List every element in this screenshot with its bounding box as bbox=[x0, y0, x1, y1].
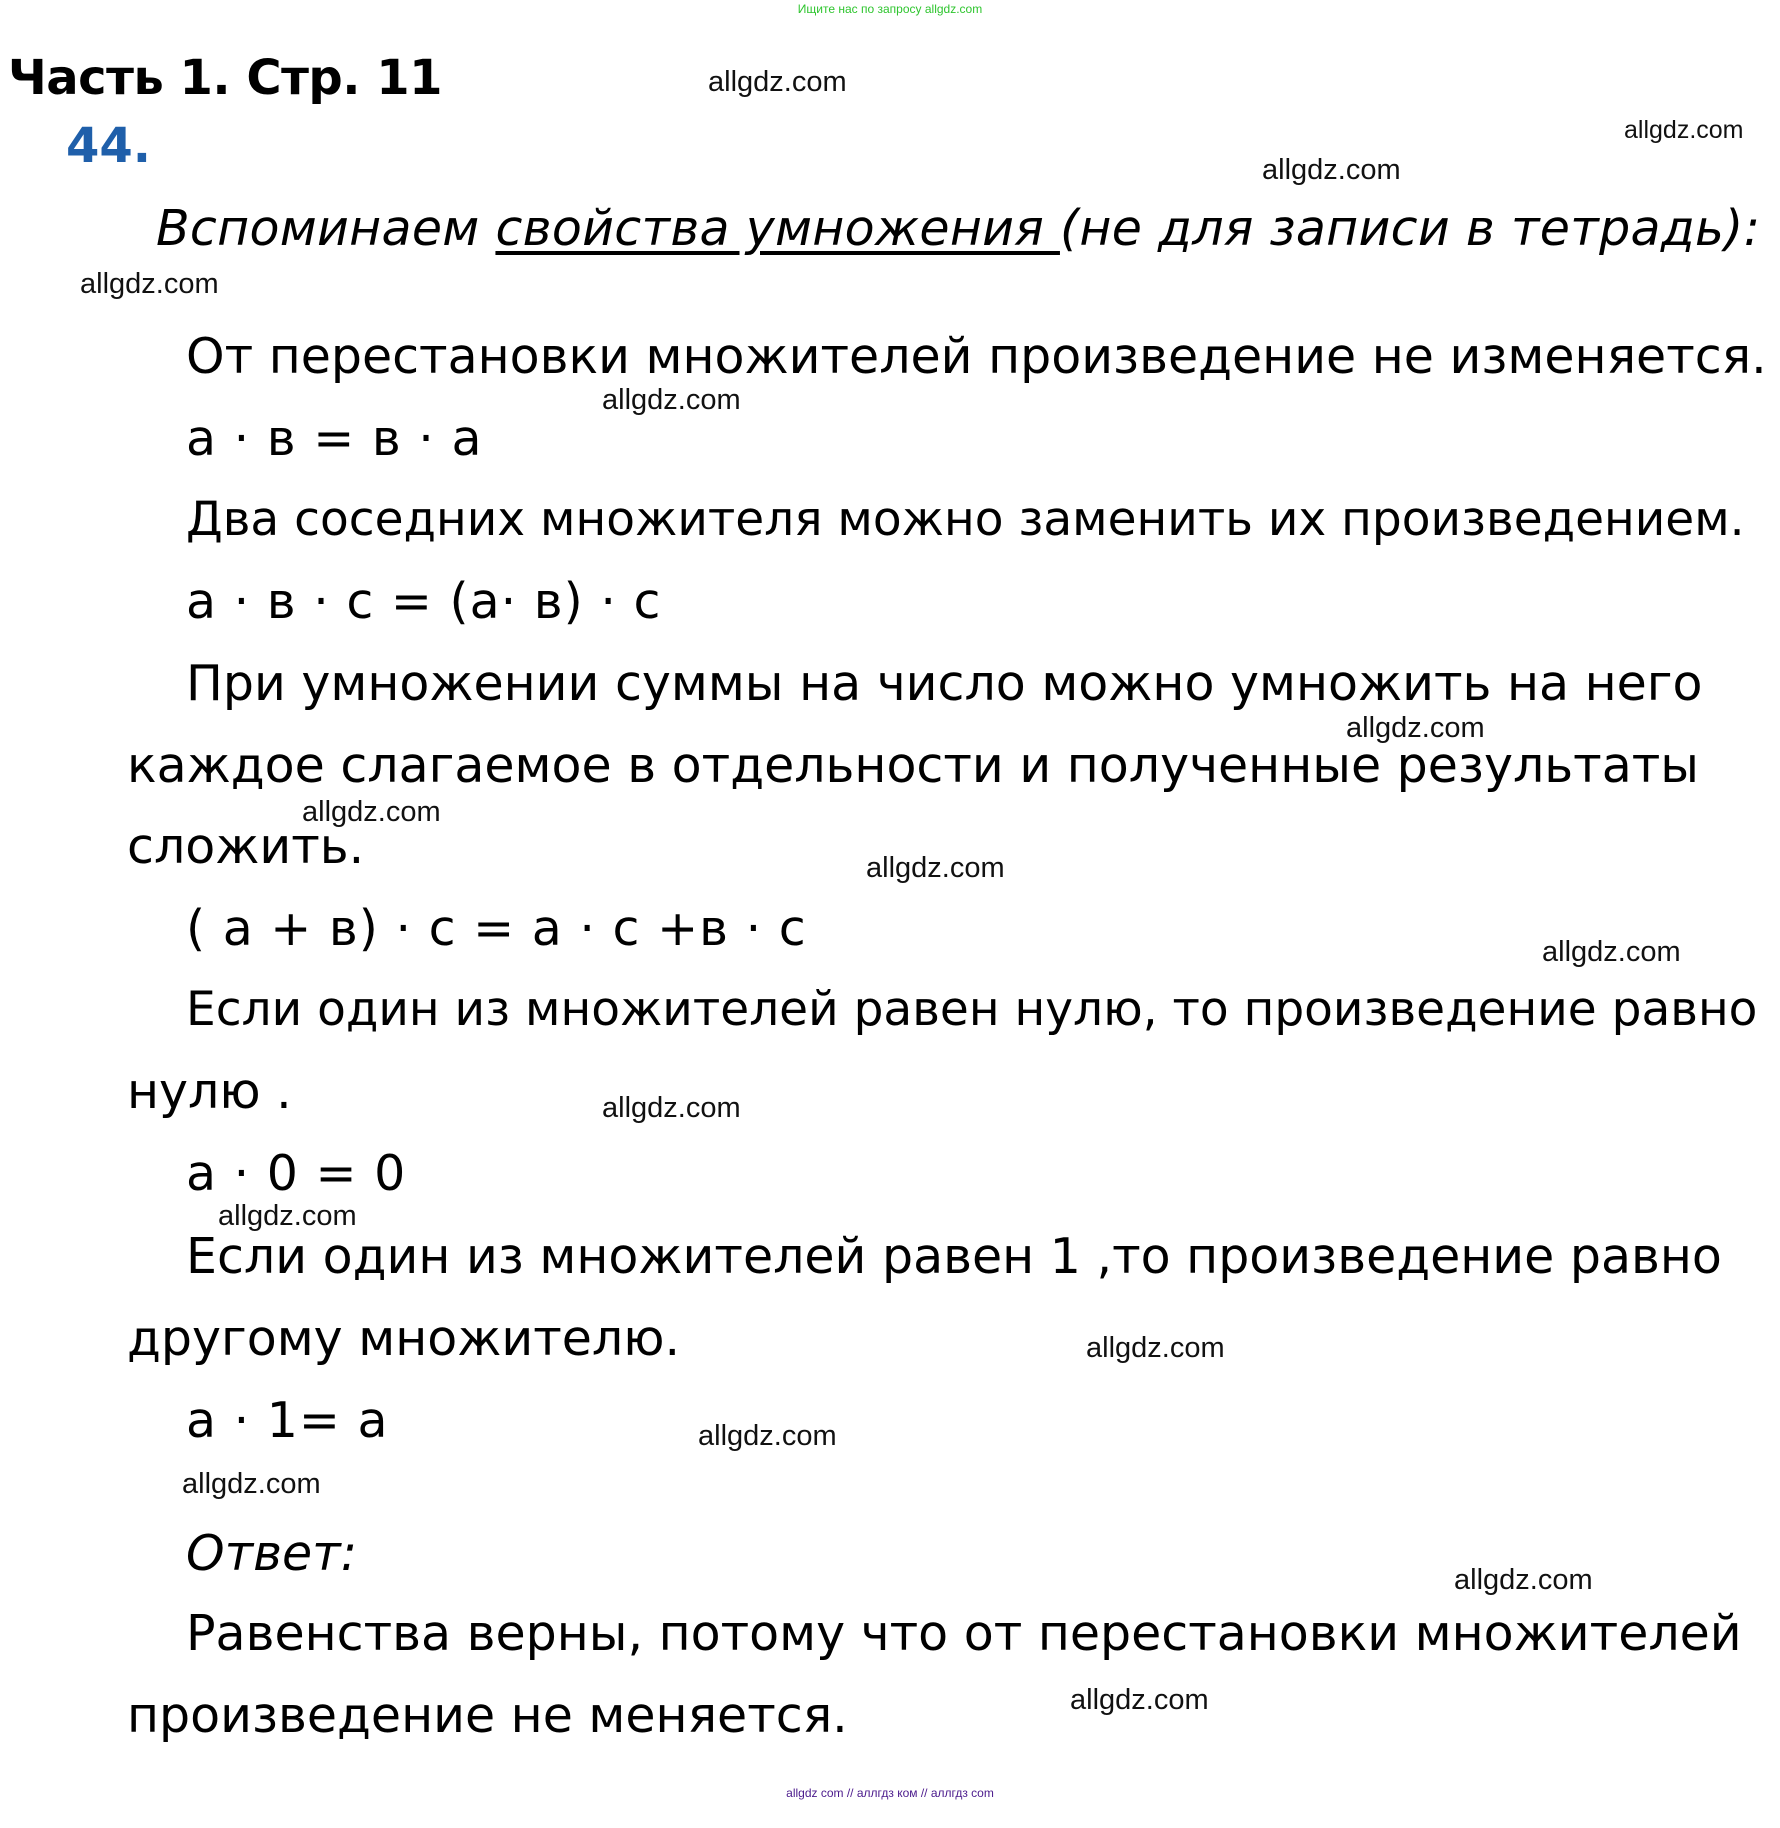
answer-line-2: произведение не меняется. bbox=[127, 1687, 848, 1744]
rule-zero-formula: а · 0 = 0 bbox=[186, 1145, 407, 1202]
watermark: allgdz.com bbox=[1086, 1332, 1225, 1364]
rule-associative-formula: а · в · с = (а· в) · с bbox=[186, 573, 662, 630]
task-number: 44. bbox=[66, 118, 152, 174]
search-banner: Ищите нас по запросу allgdz.com bbox=[797, 2, 983, 16]
rule-distributive-formula: ( а + в) · с = а · с +в · с bbox=[186, 900, 807, 957]
watermark: allgdz.com bbox=[1624, 116, 1744, 144]
watermark: allgdz.com bbox=[1454, 1564, 1593, 1596]
rule-distributive-line-1: При умножении суммы на число можно умножить на него bbox=[186, 655, 1703, 712]
watermark: allgdz.com bbox=[1542, 936, 1681, 968]
rule-zero-line-1: Если один из множителей равен нулю, то произведение равно bbox=[186, 982, 1758, 1037]
intro-suffix: (не для записи в тетрадь): bbox=[1059, 200, 1761, 257]
watermark: allgdz.com bbox=[1262, 154, 1401, 186]
watermark: allgdz.com bbox=[80, 268, 219, 300]
rule-associative-text: Два соседних множителя можно заменить их произведением. bbox=[186, 492, 1745, 547]
rule-distributive-line-2: каждое слагаемое в отдельности и полученные результаты bbox=[127, 737, 1699, 794]
watermark: allgdz.com bbox=[218, 1200, 357, 1232]
watermark: allgdz.com bbox=[182, 1468, 321, 1500]
rule-zero-line-2: нулю . bbox=[127, 1063, 292, 1120]
rule-one-line-1: Если один из множителей равен 1 ,то произведение равно bbox=[186, 1228, 1722, 1285]
intro-heading bbox=[156, 200, 1760, 257]
watermark: allgdz.com bbox=[602, 1092, 741, 1124]
footer-links: allgdz com // аллгдз ком // аллгдз com bbox=[786, 1786, 994, 1800]
rule-distributive-line-3: сложить. bbox=[127, 818, 365, 875]
watermark: allgdz.com bbox=[302, 796, 441, 828]
watermark: allgdz.com bbox=[1070, 1684, 1209, 1716]
watermark: allgdz.com bbox=[1346, 712, 1485, 744]
watermark: allgdz.com bbox=[708, 66, 847, 98]
intro-prefix: Вспоминаем bbox=[156, 200, 496, 257]
rule-commutative-formula: а · в = в · а bbox=[186, 410, 483, 467]
answer-line-1: Равенства верны, потому что от перестановки множителей bbox=[186, 1605, 1742, 1662]
rule-one-formula: а · 1= а bbox=[186, 1392, 389, 1449]
rule-commutative-text: От перестановки множителей произведение не изменяется. bbox=[186, 328, 1767, 385]
watermark: allgdz.com bbox=[866, 852, 1005, 884]
page-title: Часть 1. Стр. 11 bbox=[8, 50, 443, 106]
intro-underlined-term: свойства умножения bbox=[495, 200, 1060, 257]
watermark: allgdz.com bbox=[698, 1420, 837, 1452]
answer-label: Ответ: bbox=[186, 1525, 358, 1582]
rule-one-line-2: другому множителю. bbox=[127, 1310, 681, 1367]
watermark: allgdz.com bbox=[602, 384, 741, 416]
